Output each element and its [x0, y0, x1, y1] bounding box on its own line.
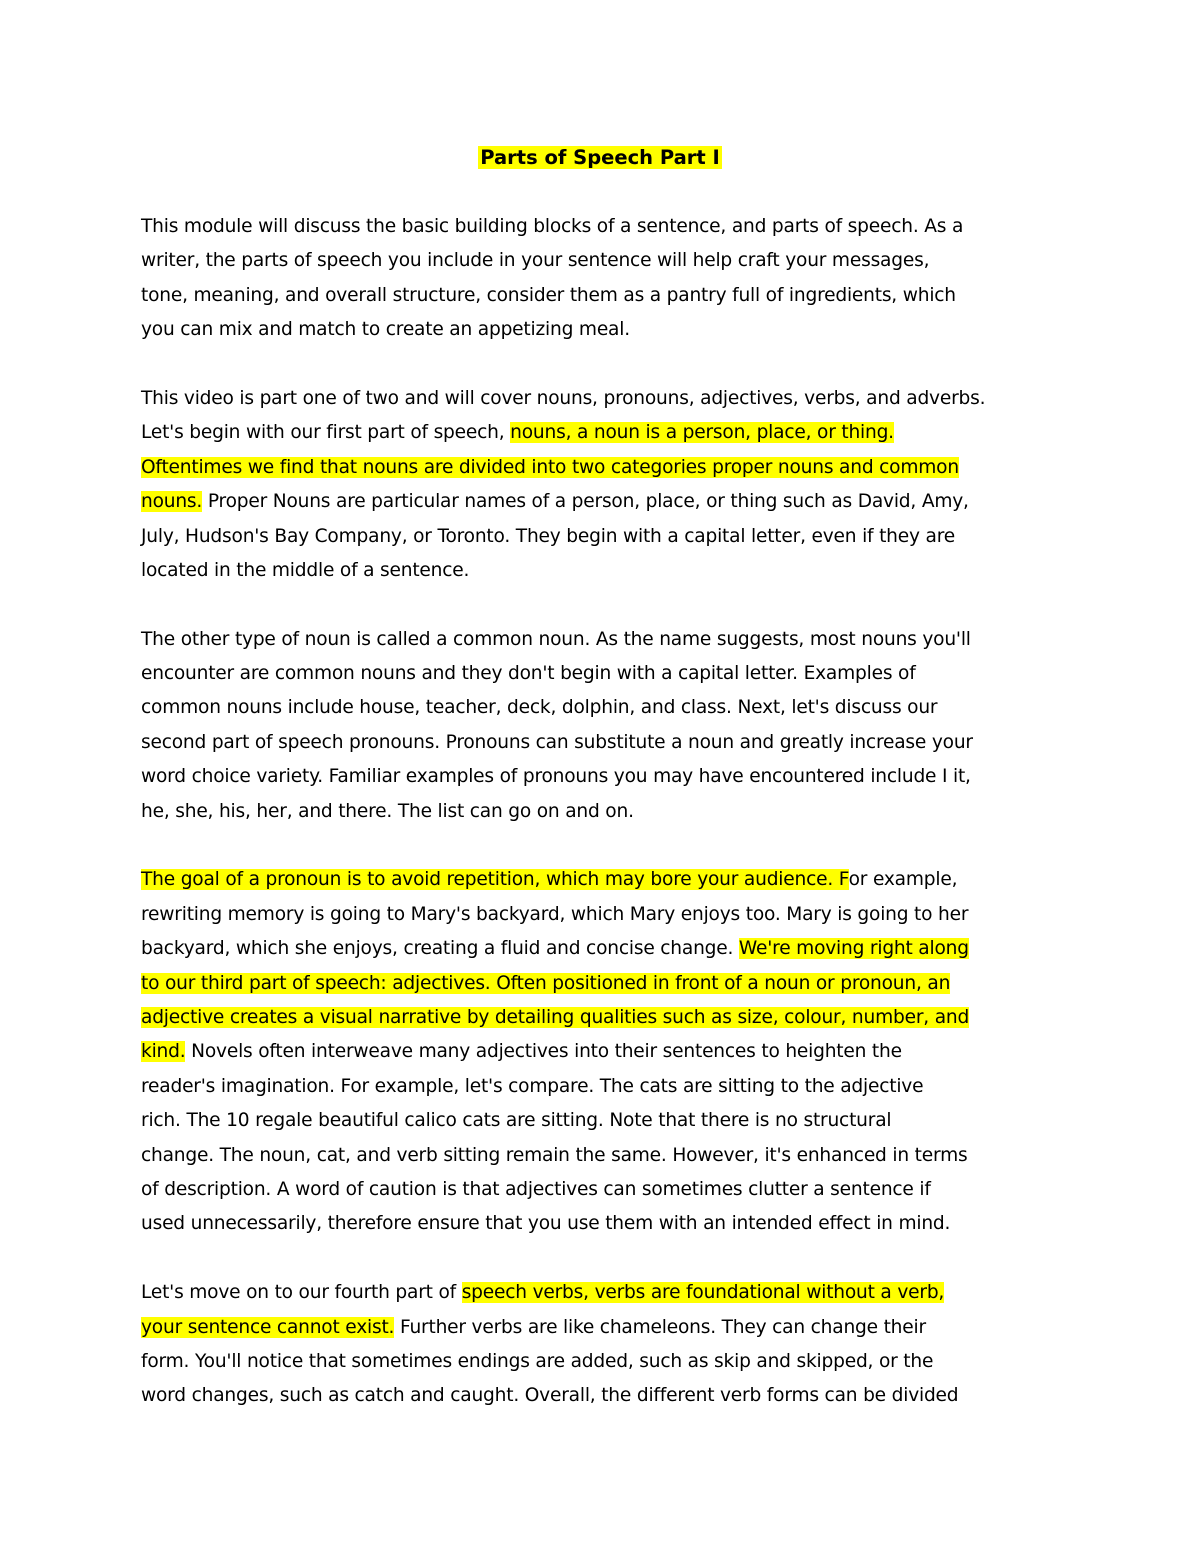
- text-line: [141, 967, 1061, 1001]
- text-line: [141, 726, 1061, 760]
- text-line: [141, 451, 1061, 485]
- text-segment: word changes, such as catch and caught. Overall, the different verb forms can be divided: [141, 1385, 959, 1407]
- text-line: [141, 1379, 1061, 1413]
- text-line: [141, 932, 1061, 966]
- text-segment: Novels often interweave many adjectives into their sentences to heighten the: [185, 1041, 902, 1063]
- text-line: [141, 623, 1061, 657]
- text-line: [141, 1276, 1061, 1310]
- text-segment: or example,: [848, 869, 958, 891]
- text-segment: change. The noun, cat, and verb sitting remain the same. However, it's enhanced in terms: [141, 1144, 968, 1166]
- text-segment: The other type of noun is called a common noun. As the name suggests, most nouns you'll: [141, 628, 971, 650]
- document-title-text: Parts of Speech Part I: [480, 146, 720, 169]
- paragraph: [141, 210, 1061, 348]
- text-line: [141, 554, 1061, 588]
- paragraph: [141, 863, 1061, 1241]
- text-line: [141, 1139, 1061, 1173]
- highlighted-text: nouns.: [141, 491, 203, 513]
- text-line: [141, 1001, 1061, 1035]
- text-line: [141, 279, 1061, 313]
- text-line: [141, 313, 1061, 347]
- text-segment: encounter are common nouns and they don't begin with a capital letter. Examples of: [141, 663, 916, 685]
- text-segment: common nouns include house, teacher, deck, dolphin, and class. Next, let's discuss our: [141, 697, 938, 719]
- highlighted-text: We're moving right along: [738, 938, 969, 960]
- text-line: [141, 1173, 1061, 1207]
- text-line: [141, 485, 1061, 519]
- text-segment: Further verbs are like chameleons. They can change their: [394, 1316, 926, 1338]
- text-segment: This module will discuss the basic building blocks of a sentence, and parts of speech. As a: [141, 216, 964, 237]
- text-segment: form. You'll notice that sometimes endings are added, such as skip and skipped, or the: [141, 1350, 934, 1372]
- document-body: [141, 210, 1061, 1448]
- highlighted-text: to our third part of speech: adjectives. Often positioned in front of a noun or pronoun, an: [141, 972, 951, 994]
- text-segment: Let's begin with our first part of speech,: [141, 422, 511, 444]
- text-line: [141, 244, 1061, 278]
- text-segment: backyard, which she enjoys, creating a fluid and concise change.: [141, 938, 739, 960]
- text-line: [141, 863, 1061, 897]
- text-line: [141, 382, 1061, 416]
- text-line: [141, 1311, 1061, 1345]
- text-segment: you can mix and match to create an appetizing meal.: [141, 319, 630, 341]
- text-segment: reader's imagination. For example, let's compare. The cats are sitting to the adjective: [141, 1075, 924, 1097]
- text-line: [141, 1070, 1061, 1104]
- paragraph: [141, 382, 1061, 588]
- text-line: [141, 1104, 1061, 1138]
- text-line: [141, 691, 1061, 725]
- text-line: [141, 1345, 1061, 1379]
- text-line: [141, 1207, 1061, 1241]
- text-segment: rich. The 10 regale beautiful calico cats are sitting. Note that there is no structural: [141, 1110, 892, 1132]
- text-segment: rewriting memory is going to Mary's backyard, which Mary enjoys too. Mary is going to her: [141, 903, 969, 925]
- text-line: [141, 657, 1061, 691]
- text-segment: located in the middle of a sentence.: [141, 559, 470, 581]
- text-segment: he, she, his, her, and there. The list can go on and on.: [141, 800, 634, 822]
- text-line: [141, 1035, 1061, 1069]
- text-segment: second part of speech pronouns. Pronouns can substitute a noun and greatly increase your: [141, 731, 973, 753]
- highlighted-text: Oftentimes we find that nouns are divided into two categories proper nouns and common: [141, 456, 959, 478]
- highlighted-text: your sentence cannot exist.: [141, 1316, 395, 1338]
- text-segment: Proper Nouns are particular names of a person, place, or thing such as David, Amy,: [202, 491, 969, 513]
- text-line: [141, 210, 1061, 244]
- highlighted-text: speech verbs, verbs are foundational without a verb,: [461, 1282, 945, 1304]
- text-line: [141, 520, 1061, 554]
- text-line: [141, 898, 1061, 932]
- text-segment: tone, meaning, and overall structure, consider them as a pantry full of ingredients, which: [141, 284, 956, 306]
- text-segment: writer, the parts of speech you include in your sentence will help craft your messages,: [141, 250, 930, 272]
- paragraph: [141, 1276, 1061, 1414]
- text-line: [141, 760, 1061, 794]
- text-segment: Let's move on to our fourth part of: [141, 1282, 462, 1304]
- highlighted-text: kind.: [141, 1041, 186, 1063]
- text-segment: used unnecessarily, therefore ensure that you use them with an intended effect in mind.: [141, 1213, 951, 1235]
- highlighted-text: nouns, a noun is a person, place, or thing.: [510, 422, 894, 444]
- text-segment: of description. A word of caution is that adjectives can sometimes clutter a sentence if: [141, 1178, 931, 1200]
- text-line: [141, 416, 1061, 450]
- paragraph: [141, 623, 1061, 829]
- highlighted-text: The goal of a pronoun is to avoid repetition, which may bore your audience. F: [141, 869, 849, 891]
- text-line: [141, 795, 1061, 829]
- document-title: [0, 143, 1200, 173]
- text-segment: This video is part one of two and will cover nouns, pronouns, adjectives, verbs, and adverbs.: [141, 387, 986, 409]
- text-segment: July, Hudson's Bay Company, or Toronto. They begin with a capital letter, even if they are: [141, 525, 955, 547]
- text-segment: word choice variety. Familiar examples of pronouns you may have encountered include I it,: [141, 766, 971, 788]
- highlighted-text: adjective creates a visual narrative by detailing qualities such as size, colour, number, and: [141, 1006, 970, 1028]
